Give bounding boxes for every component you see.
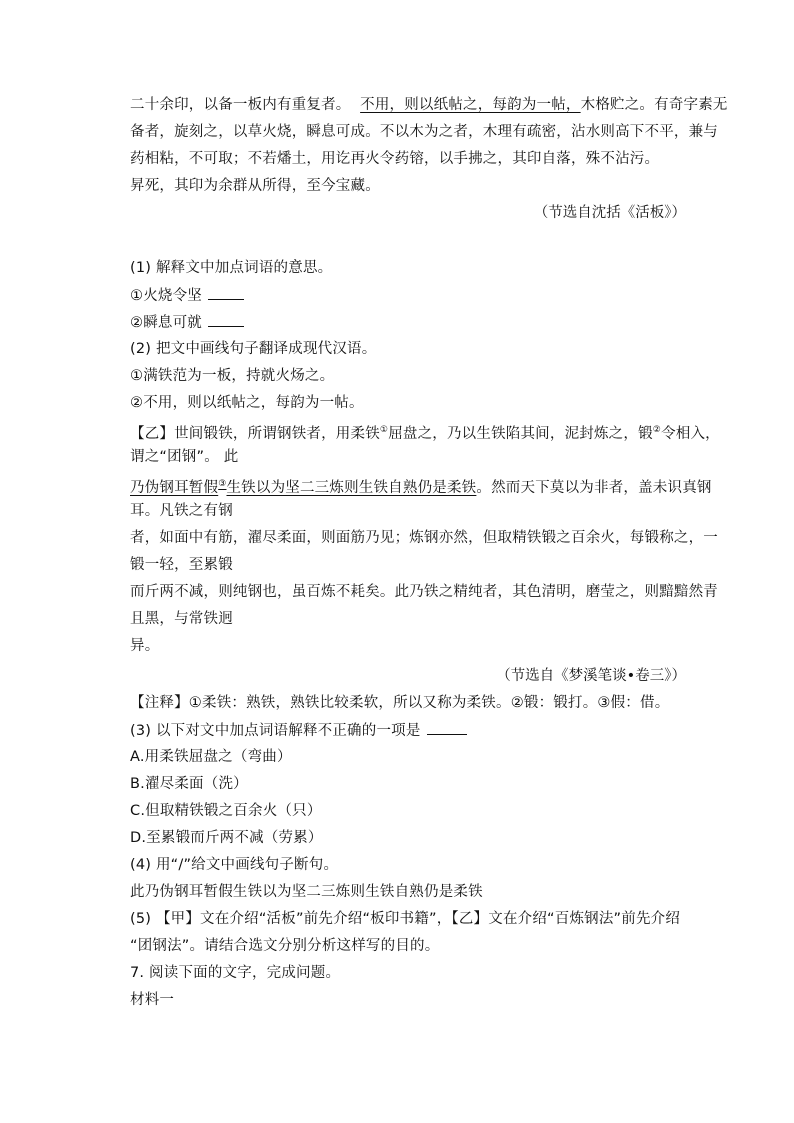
passage-b-line-7: 而斤两不减，则纯钢也，虽百炼不耗矣。此乃铁之精纯者，其色清明，磨莹之，则黯黯然青 <box>130 584 718 600</box>
passage-a-line-1 <box>130 95 728 115</box>
passage-b-line-9: 异。 <box>130 638 160 654</box>
text-segment: 【乙】世间锻铁，所谓钢铁者，用柔铁 <box>130 425 380 442</box>
text-segment: 屈盘之，乃以生铁陷其间，泥封炼之，锻 <box>388 425 653 442</box>
answer-blank[interactable] <box>427 720 467 735</box>
material-heading: 材料一 <box>130 992 175 1008</box>
option-c: C.但取精铁锻之百余火（只） <box>130 803 322 819</box>
question-7: 7. 阅读下面的文字，完成问题。 <box>130 965 341 981</box>
question-2: (2) 把文中画线句子翻译成现代汉语。 <box>130 341 377 357</box>
question-1: (1) 解释文中加点词语的意思。 <box>130 260 333 276</box>
option-a: A.用柔铁屈盘之（弯曲） <box>130 749 292 765</box>
question-2b: ②不用，则以纸帖之，每韵为一帖。 <box>130 395 364 411</box>
passage-b-line-6: 锻一轻，至累锻 <box>130 557 233 573</box>
passage-a-line-4: 昇死，其印为余群从所得，至今宝藏。 <box>130 178 380 194</box>
passage-b-line-4: 耳。凡铁之有钢 <box>130 503 233 519</box>
passage-a-source: （节选自沈括《活板》） <box>533 205 686 221</box>
passage-a-line-2: 备者，旋刻之，以草火烧，瞬息可成。不以木为之者，木理有疏密，沾水则高下不平，兼与 <box>130 124 718 140</box>
question-1b <box>130 312 244 333</box>
passage-a-line-3: 药相粘，不可取；不若燔土，用讫再火令药镕，以手拂之，其印自落，殊不沾污。 <box>130 151 660 167</box>
underlined-sentence: 不用，则以纸帖之，每韵为一帖， <box>360 97 581 113</box>
question-4: (4) 用“/”给文中画线句子断句。 <box>130 857 339 873</box>
question-text: ①火烧令坚 <box>130 288 202 304</box>
footnote-mark: ① <box>379 425 389 435</box>
passage-b-source: （节选自《梦溪笔谈•卷三》） <box>496 668 686 684</box>
option-b: B.濯尽柔面（洗） <box>130 776 248 792</box>
passage-b-line-8: 且黑，与常铁迥 <box>130 611 233 627</box>
question-1a <box>130 285 244 306</box>
underlined-sentence: 生铁以为坚二三炼则生铁自熟仍是柔铁 <box>226 479 477 496</box>
underlined-sentence: 乃伪钢耳暂假 <box>130 479 219 496</box>
answer-blank[interactable] <box>208 312 244 327</box>
question-5-line-2: “团钢法”。请结合选文分别分析这样写的目的。 <box>130 938 440 954</box>
footnote-mark: ③ <box>218 479 227 489</box>
text-segment: 令相入， <box>661 425 720 442</box>
option-d: D.至累锻而斤两不减（劳累） <box>130 830 323 846</box>
passage-b-line-5: 者，如面中有筋，濯尽柔面，则面筋乃见；炼钢亦然，但取精铁锻之百余火，每锻称之，一 <box>130 530 718 546</box>
text-segment: 二十余印，以备一板内有重复者。 <box>130 97 351 113</box>
question-text: (3) 以下对文中加点词语解释不正确的一项是 <box>130 723 421 739</box>
footnote-mark: ② <box>652 425 662 435</box>
question-5-line-1: (5) 【甲】文在介绍“活板”前先介绍“板印书籍”，【乙】文在介绍“百炼钢法”前先介绍 <box>130 911 681 927</box>
passage-b-line-2: 谓之“团钢”。 此 <box>130 449 239 465</box>
text-segment: 。然而天下莫以为非者，盖未识真钢 <box>476 479 712 496</box>
annotation-note: 【注释】①柔铁：熟铁，熟铁比较柔软，所以又称为柔铁。②锻：锻打。③假：借。 <box>130 695 670 711</box>
question-2a: ①满铁范为一板，持就火炀之。 <box>130 368 335 384</box>
question-text: ②瞬息可就 <box>130 315 202 331</box>
passage-b-line-1 <box>130 420 720 444</box>
passage-b-line-3 <box>130 474 712 498</box>
answer-blank[interactable] <box>208 285 244 300</box>
text-segment: 木格贮之。有奇字素无 <box>580 97 728 113</box>
question-3 <box>130 720 467 741</box>
question-4-sentence: 此乃伪钢耳暂假生铁以为坚二三炼则生铁自熟仍是柔铁 <box>130 884 483 900</box>
